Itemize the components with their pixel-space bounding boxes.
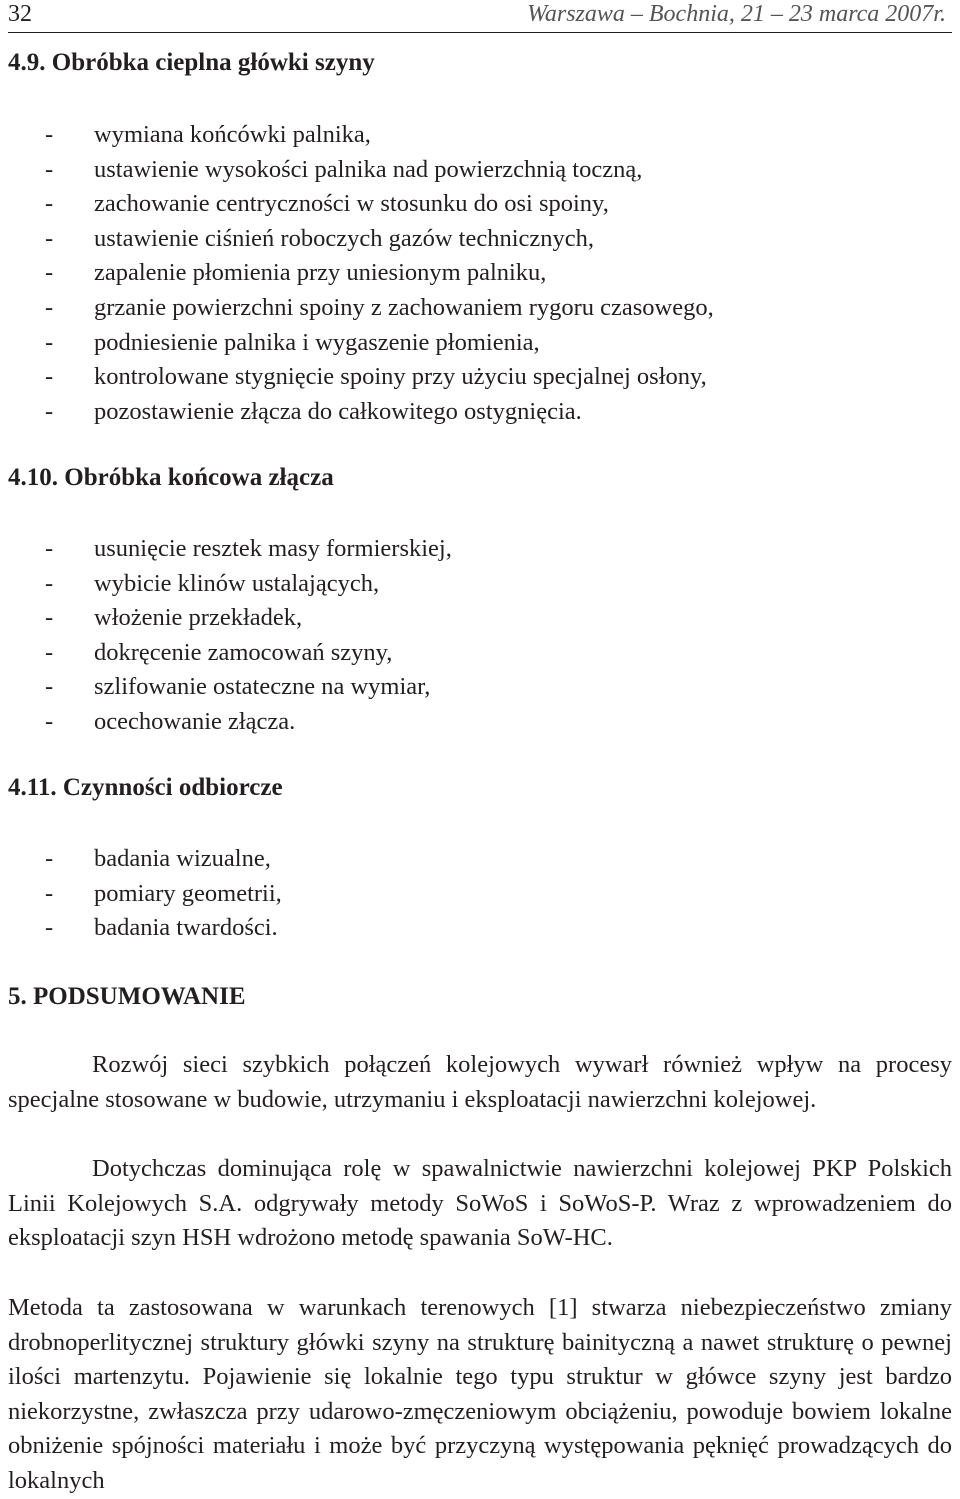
- list-item-text: zapalenie płomienia przy uniesionym palniku,: [94, 259, 547, 287]
- list-dash: -: [45, 673, 54, 701]
- list-dash: -: [45, 879, 54, 907]
- list-item-text: usunięcie resztek masy formierskiej,: [94, 535, 452, 562]
- list-item-text: dokręcenie zamocowań szyny,: [94, 638, 393, 666]
- list-dash: -: [45, 535, 54, 562]
- page-header: [8, 0, 952, 33]
- list-dash: -: [45, 638, 54, 666]
- list-dash: -: [45, 604, 54, 632]
- list-dash: -: [45, 155, 54, 183]
- list-dash: -: [45, 259, 54, 287]
- summary-paragraph-1: Rozwój sieci szybkich połączeń kolejowych wywarł również wpływ na procesy specjalne stosowane w budowie, utrzymaniu i eksploatacji nawierzchni kolejowej.: [8, 1051, 952, 1113]
- list-item-text: szlifowanie ostateczne na wymiar,: [94, 673, 431, 701]
- section-title-summary: 5. PODSUMOWANIE: [8, 983, 246, 1010]
- list-dash: -: [45, 363, 54, 391]
- list-dash: -: [45, 121, 54, 148]
- list-dash: -: [45, 707, 54, 735]
- section-title-4-11: 4.11. Czynności odbiorcze: [8, 774, 283, 801]
- list-dash: -: [45, 914, 54, 942]
- list-dash: -: [45, 190, 54, 218]
- list-dash: -: [45, 293, 54, 321]
- list-dash: -: [45, 397, 54, 425]
- list-item-text: podniesienie palnika i wygaszenie płomienia,: [94, 328, 540, 356]
- list-item-text: pomiary geometrii,: [94, 879, 282, 907]
- list-item-text: zachowanie centryczności w stosunku do osi spoiny,: [94, 190, 609, 218]
- list-item-text: włożenie przekładek,: [94, 604, 303, 632]
- section-title-4-10: 4.10. Obróbka końcowa złącza: [8, 464, 334, 491]
- list-item-text: grzanie powierzchni spoiny z zachowaniem rygoru czasowego,: [94, 293, 714, 321]
- list-dash: -: [45, 569, 54, 597]
- summary-paragraph-2: Dotychczas dominująca rolę w spawalnictwie nawierzchni kolejowej PKP Polskich Linii Kolejowych S.A. odgrywały metody SoWoS i SoWoS-P. Wraz z wprowadzeniem do eksploatacji szyn HSH wdrożono metodę spawania SoW-HC.: [8, 1155, 952, 1252]
- list-dash: -: [45, 328, 54, 356]
- summary-paragraph-3: Metoda ta zastosowana w warunkach terenowych [1] stwarza niebezpieczeństwo zmiany drobnoperlitycznej struktury główki szyny na strukturę bainityczną a nawet strukturę o pewnej ilości martenzytu. Pojawienie się lokalnie tego typu struktur w główce szyny jest bardzo niekorzystne, zwłaszcza przy udarowo-zmęczeniowym obciążeniu, powoduje bowiem lokalne obniżenie spójności materiału i może być przyczyną występowania pęknięć prowadzących do lokalnych: [8, 1294, 952, 1494]
- page-number: 32: [8, 1, 32, 27]
- list-item-text: kontrolowane stygnięcie spoiny przy użyciu specjalnej osłony,: [94, 363, 707, 391]
- list-item-text: ocechowanie złącza.: [94, 707, 296, 735]
- list-item-text: wybicie klinów ustalających,: [94, 569, 380, 597]
- list-dash: -: [45, 845, 54, 872]
- list-item-text: badania twardości.: [94, 914, 278, 942]
- list-item-text: ustawienie wysokości palnika nad powierzchnią toczną,: [94, 155, 643, 183]
- running-head: Warszawa – Bochnia, 21 – 23 marca 2007r.: [527, 1, 946, 27]
- list-item-text: ustawienie ciśnień roboczych gazów technicznych,: [94, 224, 595, 252]
- list-dash: -: [45, 224, 54, 252]
- list-item-text: badania wizualne,: [94, 845, 271, 872]
- section-title-4-9: 4.9. Obróbka cieplna główki szyny: [8, 49, 375, 76]
- list-item-text: wymiana końcówki palnika,: [94, 121, 371, 148]
- list-item-text: pozostawienie złącza do całkowitego ostygnięcia.: [94, 397, 582, 425]
